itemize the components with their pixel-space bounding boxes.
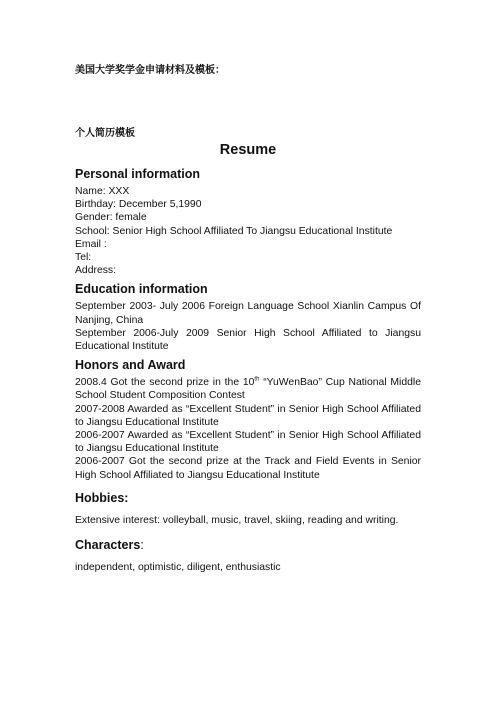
honor-entry: 2006-2007 Got the second prize at the Track and Field Events in Senior High School Affiliated to Jiangsu Educational Institute bbox=[75, 456, 421, 481]
birthday-line: Birthday: December 5,1990 bbox=[75, 199, 202, 211]
email-line: Email : bbox=[75, 238, 107, 250]
resume-body bbox=[75, 166, 421, 574]
honor-entry: 2007-2008 Awarded as “Excellent Student” in Senior High School Affiliated to Jiangsu Educational Institute bbox=[75, 403, 421, 428]
honor-entry: 2006-2007 Awarded as “Excellent Student” in Senior High School Affiliated to Jiangsu Educational Institute bbox=[75, 430, 421, 455]
characters-heading: Characters: bbox=[75, 538, 144, 553]
education-heading: Education information bbox=[75, 282, 208, 297]
name-line: Name: XXX bbox=[75, 186, 130, 197]
characters-text: independent, optimistic, diligent, enthusiastic bbox=[75, 562, 281, 574]
gender-line: Gender: female bbox=[75, 212, 147, 224]
template-label: 个人简历模板 bbox=[75, 128, 135, 139]
resume-title: Resume bbox=[219, 142, 277, 158]
education-section bbox=[75, 300, 421, 353]
education-entry: September 2006-July 2009 Senior High School Affiliated to Jiangsu Educational Institute bbox=[75, 327, 421, 353]
honors-heading: Honors and Award bbox=[75, 358, 186, 373]
hobbies-heading: Hobbies: bbox=[75, 490, 129, 505]
tel-line: Tel: bbox=[75, 252, 92, 264]
address-line: Address: bbox=[75, 265, 117, 277]
honor-entry: 2008.4 Got the second prize in the 10th “YuWenBao” Cup National Middle School Student Composition Contest bbox=[75, 376, 421, 402]
honors-section bbox=[75, 376, 421, 482]
personal-heading: Personal information bbox=[75, 167, 201, 181]
education-entry: September 2003- July 2006 Foreign Language School Xianlin Campus Of Nanjing, China bbox=[75, 301, 421, 326]
document-title: 美国大学奖学金申请材料及模板： bbox=[75, 65, 225, 76]
school-line: School: Senior High School Affiliated To Jiangsu Educational Institute bbox=[75, 225, 393, 237]
hobbies-text: Extensive interest: volleyball, music, travel, skiing, reading and writing. bbox=[75, 514, 399, 526]
personal-section bbox=[75, 185, 421, 277]
